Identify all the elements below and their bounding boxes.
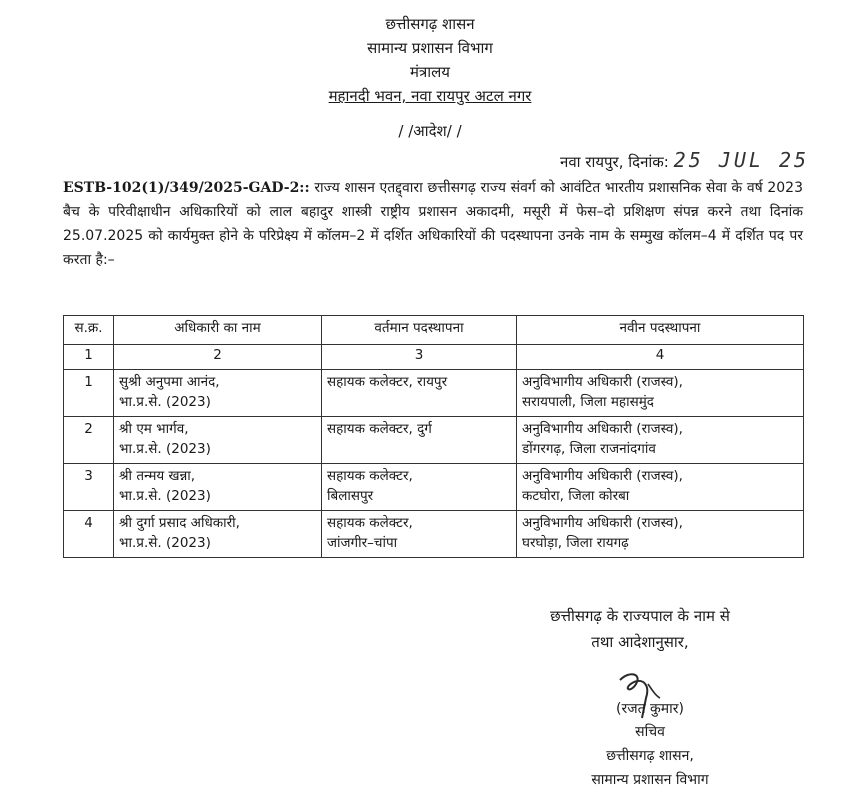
- row-name: [114, 417, 322, 464]
- header-address: महानदी भवन, नवा रायपुर अटल नगर: [328, 87, 532, 105]
- row-new: [517, 370, 804, 417]
- officer-name: सुश्री अनुपमा आनंद,: [119, 374, 220, 390]
- row-name: [114, 370, 322, 417]
- current-post: सहायक कलेक्टर, रायपुर: [327, 374, 448, 390]
- header-ministry: मंत्रालय: [409, 63, 450, 81]
- officer-name: श्री एम भार्गव,: [119, 421, 189, 437]
- row-current: [322, 464, 517, 511]
- place-date-label: नवा रायपुर, दिनांक:: [560, 153, 669, 171]
- col-header-sn: स.क्र.: [64, 316, 114, 345]
- row-new: [517, 511, 804, 558]
- signatory-name: (रजत कुमार): [616, 701, 684, 717]
- signatory-department: सामान्य प्रशासन विभाग: [591, 772, 709, 788]
- row-new: [517, 417, 804, 464]
- table-row: [64, 370, 804, 417]
- row-name: [114, 464, 322, 511]
- officer-service: भा.प्र.से. (2023): [119, 488, 211, 504]
- authority-line: छत्तीसगढ़ के राज्यपाल के नाम से: [550, 607, 730, 625]
- current-post: सहायक कलेक्टर, दुर्ग: [327, 421, 432, 437]
- new-post-place: डोंगरगढ़, जिला राजनांदगांव: [522, 441, 656, 457]
- header-department: सामान्य प्रशासन विभाग: [367, 39, 493, 57]
- table-row: [64, 417, 804, 464]
- table-row: [64, 464, 804, 511]
- posting-table: [63, 315, 804, 558]
- place-date: [560, 148, 809, 172]
- signature-mark: [600, 668, 670, 728]
- col-number: 4: [517, 345, 804, 370]
- officer-name: श्री दुर्गा प्रसाद अधिकारी,: [119, 515, 240, 531]
- officer-service: भा.प्र.से. (2023): [119, 535, 211, 551]
- row-name: [114, 511, 322, 558]
- new-post: अनुविभागीय अधिकारी (राजस्व),: [522, 515, 683, 531]
- new-post-place: सरायपाली, जिला महासमुंद: [522, 394, 654, 410]
- table-row: [64, 511, 804, 558]
- new-post: अनुविभागीय अधिकारी (राजस्व),: [522, 468, 683, 484]
- new-post: अनुविभागीय अधिकारी (राजस्व),: [522, 421, 683, 437]
- current-post: सहायक कलेक्टर,: [327, 515, 413, 531]
- col-header-current: वर्तमान पदस्थापना: [322, 316, 517, 345]
- signatory-govt: छत्तीसगढ़ शासन,: [606, 748, 694, 764]
- row-current: [322, 417, 517, 464]
- order-title: / /आदेश/ /: [398, 122, 462, 140]
- handwritten-date: 25 JUL 25: [673, 148, 810, 172]
- col-number: 3: [322, 345, 517, 370]
- current-post-place: जांजगीर–चांपा: [327, 535, 398, 551]
- row-sn: 3: [64, 464, 114, 511]
- officer-name: श्री तन्मय खन्ना,: [119, 468, 196, 484]
- row-sn: 1: [64, 370, 114, 417]
- officer-service: भा.प्र.से. (2023): [119, 394, 211, 410]
- row-sn: 4: [64, 511, 114, 558]
- order-reference: ESTB-102(1)/349/2025-GAD-2::: [63, 180, 310, 196]
- officer-service: भा.प्र.से. (2023): [119, 441, 211, 457]
- header-govt: छत्तीसगढ़ शासन: [385, 15, 475, 33]
- order-text: राज्य शासन एतद्द्वारा छत्तीसगढ़ राज्य संवर्ग को आवंटित भारतीय प्रशासनिक सेवा के वर्ष 2023 बैच के परिवीक्षाधीन अधिकारियों को लाल बहादुर शास्त्री राष्ट्रीय प्रशासन अकादमी, मसूरी में फेस–दो प्रशिक्षण संपन्न करने तथा दिनांक 25.07.2025 को कार्यमुक्त होने के परिप्रेक्ष्य में कॉलम–2 में दर्शित अधिकारियों की पदस्थापना उनके नाम के सम्मुख कॉलम–4 में दर्शित पद पर करता है:–: [63, 180, 803, 268]
- table-header-row: [64, 316, 804, 345]
- signatory-title: सचिव: [635, 724, 665, 740]
- col-number: 2: [114, 345, 322, 370]
- order-body: [63, 176, 803, 272]
- row-current: [322, 370, 517, 417]
- new-post-place: घरघोड़ा, जिला रायगढ़: [522, 535, 629, 551]
- col-number: 1: [64, 345, 114, 370]
- row-sn: 2: [64, 417, 114, 464]
- new-post: अनुविभागीय अधिकारी (राजस्व),: [522, 374, 683, 390]
- new-post-place: कटघोरा, जिला कोरबा: [522, 488, 630, 504]
- row-current: [322, 511, 517, 558]
- authority-order-line: तथा आदेशानुसार,: [591, 633, 689, 651]
- col-header-name: अधिकारी का नाम: [114, 316, 322, 345]
- col-header-new: नवीन पदस्थापना: [517, 316, 804, 345]
- row-new: [517, 464, 804, 511]
- current-post: सहायक कलेक्टर,: [327, 468, 413, 484]
- current-post-place: बिलासपुर: [327, 488, 374, 504]
- column-number-row: [64, 345, 804, 370]
